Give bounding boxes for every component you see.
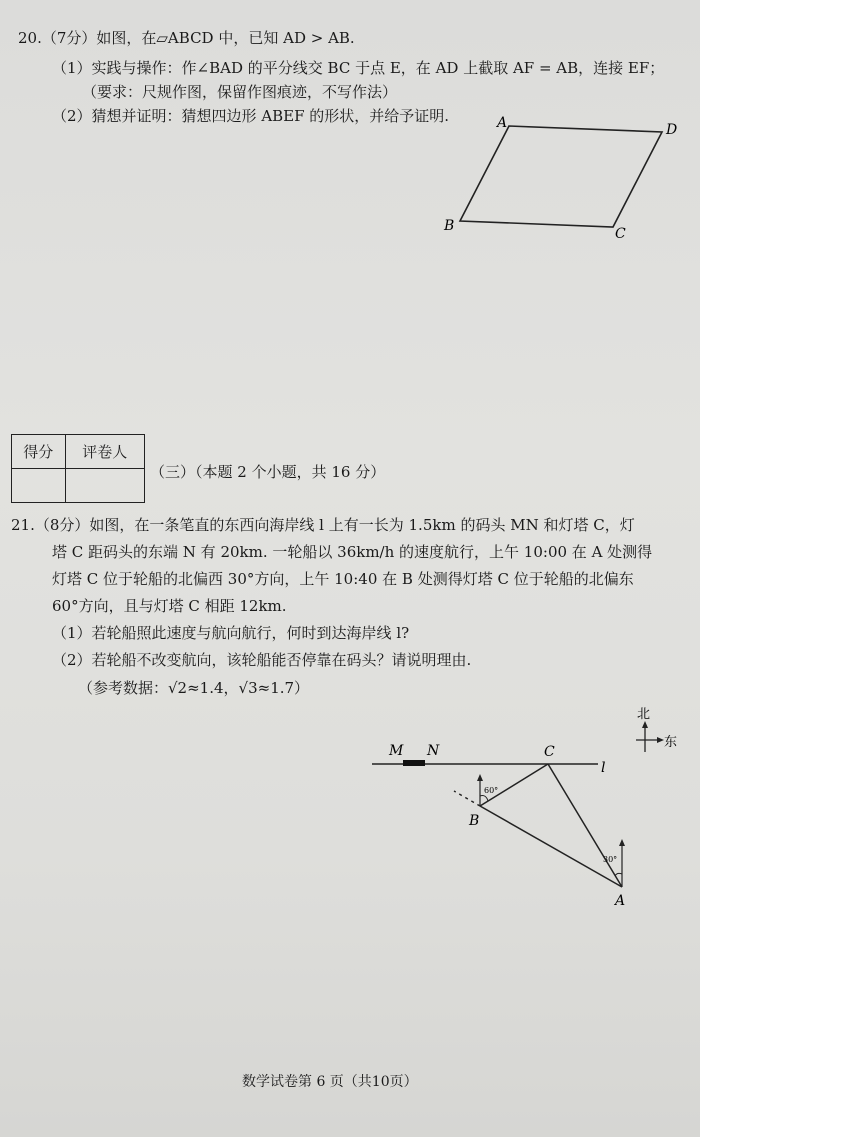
label-n: N — [427, 743, 440, 759]
north-arrowhead-b — [477, 774, 483, 781]
q21-reference: （参考数据：√2≈1.4，√3≈1.7） — [78, 679, 310, 697]
angle-arc-b — [480, 796, 488, 801]
q21-part1: （1）若轮船照此速度与航向航行，何时到达海岸线 l? — [52, 624, 410, 642]
compass-north-label: 北 — [637, 707, 651, 722]
q21-line4: 60°方向，且与灯塔 C 相距 12km. — [52, 597, 287, 615]
label-b2: B — [469, 813, 480, 829]
angle-30-label: 30° — [603, 855, 618, 864]
q20-part2: （2）猜想并证明：猜想四边形 ABEF 的形状，并给予证明. — [52, 107, 450, 125]
compass-north-arrowhead — [642, 721, 648, 728]
score-table — [11, 434, 145, 503]
segment-ca — [548, 764, 622, 887]
label-a2: A — [615, 893, 626, 909]
north-arrowhead-a — [619, 839, 625, 846]
label-c: C — [615, 226, 626, 242]
score-cell[interactable] — [12, 469, 66, 503]
parallelogram-outline — [460, 126, 662, 227]
label-m: M — [389, 743, 404, 759]
q20-part1: （1）实践与操作：作∠BAD 的平分线交 BC 于点 E，在 AD 上截取 AF = AB，连接 EF； — [52, 59, 665, 77]
label-l: l — [601, 760, 606, 776]
label-b: B — [444, 218, 455, 234]
label-a: A — [497, 115, 508, 131]
angle-60-label: 60° — [484, 786, 499, 795]
q21-line1: 21.（8分）如图，在一条笔直的东西向海岸线 l 上有一长为 1.5km 的码头 MN 和灯塔 C，灯 — [11, 516, 635, 534]
compass-east-label: 东 — [664, 735, 678, 750]
segment-cb — [480, 764, 548, 806]
dock-mn — [403, 760, 425, 766]
segment-ba — [480, 806, 622, 887]
grader-header: 评卷人 — [65, 435, 144, 469]
course-extension — [454, 791, 480, 806]
grader-cell[interactable] — [65, 469, 144, 503]
parallelogram-abcd-figure — [443, 115, 677, 242]
q21-line2: 塔 C 距码头的东端 N 有 20km. 一轮船以 36km/h 的速度航行，上午 10:00 在 A 处测得 — [52, 543, 653, 561]
coastline-figure — [372, 707, 677, 909]
q20-stem: 20.（7分）如图，在▱ABCD 中，已知 AD > AB. — [18, 29, 355, 47]
label-d: D — [666, 122, 678, 138]
label-c2: C — [544, 744, 555, 760]
compass-east-arrowhead — [657, 737, 664, 743]
q20-part1-note: （要求：尺规作图，保留作图痕迹，不写作法） — [82, 83, 398, 101]
angle-arc-a — [615, 873, 622, 876]
page-footer: 数学试卷第 6 页（共10页） — [242, 1074, 418, 1090]
q21-line3: 灯塔 C 位于轮船的北偏西 30°方向，上午 10:40 在 B 处测得灯塔 C 位于轮船的北偏东 — [52, 570, 634, 588]
q21-part2: （2）若轮船不改变航向，该轮船能否停靠在码头？请说明理由. — [52, 651, 472, 669]
score-header: 得分 — [12, 435, 66, 469]
section3-title: （三）（本题 2 个小题，共 16 分） — [150, 463, 386, 481]
